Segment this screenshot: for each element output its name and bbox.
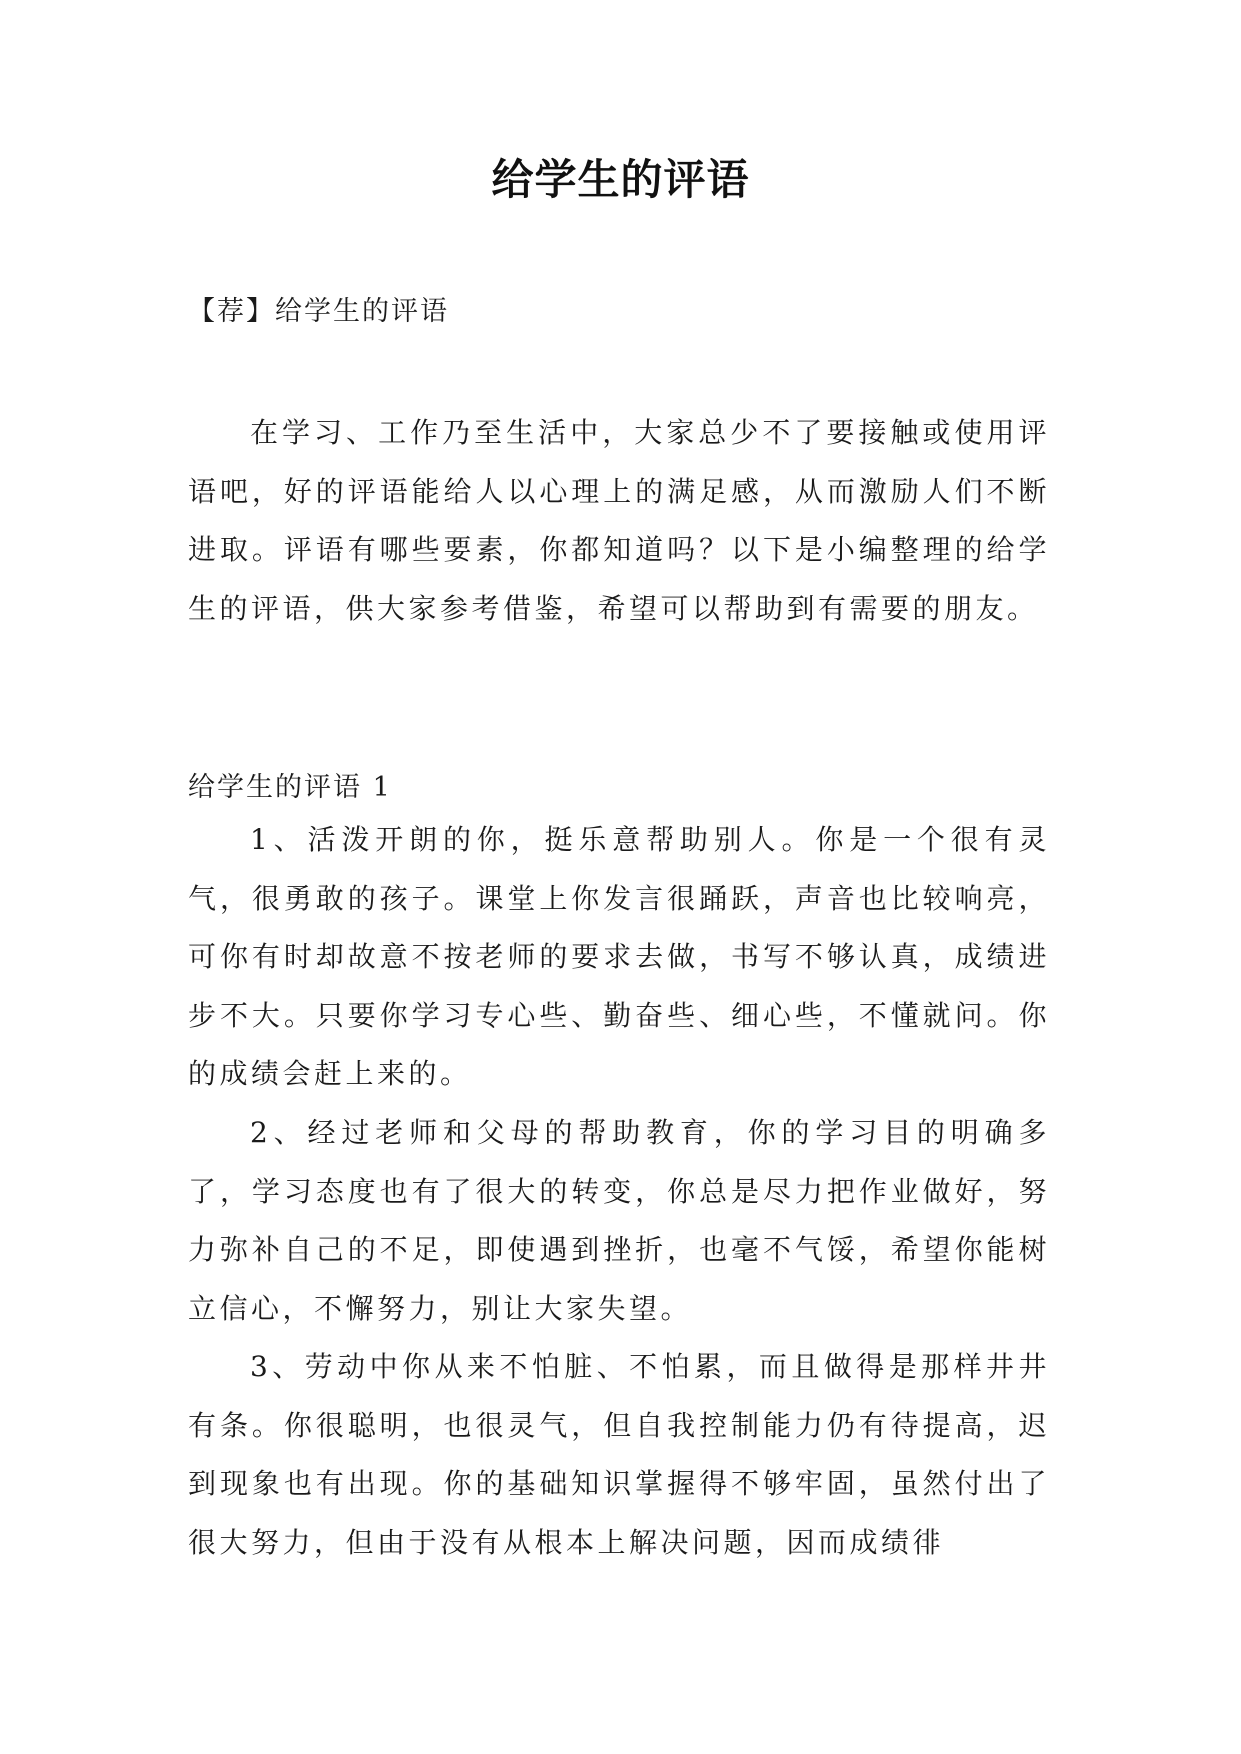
- section-heading: 给学生的评语 1: [188, 772, 392, 803]
- comment-item-3: 3、劳动中你从来不怕脏、不怕累，而且做得是那样井井有条。你很聪明，也很灵气，但自我控制能力仍有待提高，迟到现象也有出现。你的基础知识掌握得不够牢固，虽然付出了很大努力，但由于没有从根本上解决问题，因而成绩徘: [188, 1350, 1050, 1559]
- intro-paragraph: 在学习、工作乃至生活中，大家总少不了要接触或使用评语吧，好的评语能给人以心理上的满足感，从而激励人们不断进取。评语有哪些要素，你都知道吗？以下是小编整理的给学生的评语，供大家参考借鉴，希望可以帮助到有需要的朋友。: [188, 416, 1050, 625]
- document-subtitle: 【荐】给学生的评语: [188, 296, 449, 327]
- comment-item-2: 2、经过老师和父母的帮助教育，你的学习目的明确多了，学习态度也有了很大的转变，你总是尽力把作业做好，努力弥补自己的不足，即使遇到挫折，也毫不气馁，希望你能树立信心，不懈努力，别让大家失望。: [188, 1116, 1050, 1325]
- document-title: 给学生的评语: [491, 155, 750, 204]
- comment-item-1: 1、活泼开朗的你，挺乐意帮助别人。你是一个很有灵气，很勇敢的孩子。课堂上你发言很踊跃，声音也比较响亮，可你有时却故意不按老师的要求去做，书写不够认真，成绩进步不大。只要你学习专心些、勤奋些、细心些，不懂就问。你的成绩会赶上来的。: [188, 823, 1050, 1090]
